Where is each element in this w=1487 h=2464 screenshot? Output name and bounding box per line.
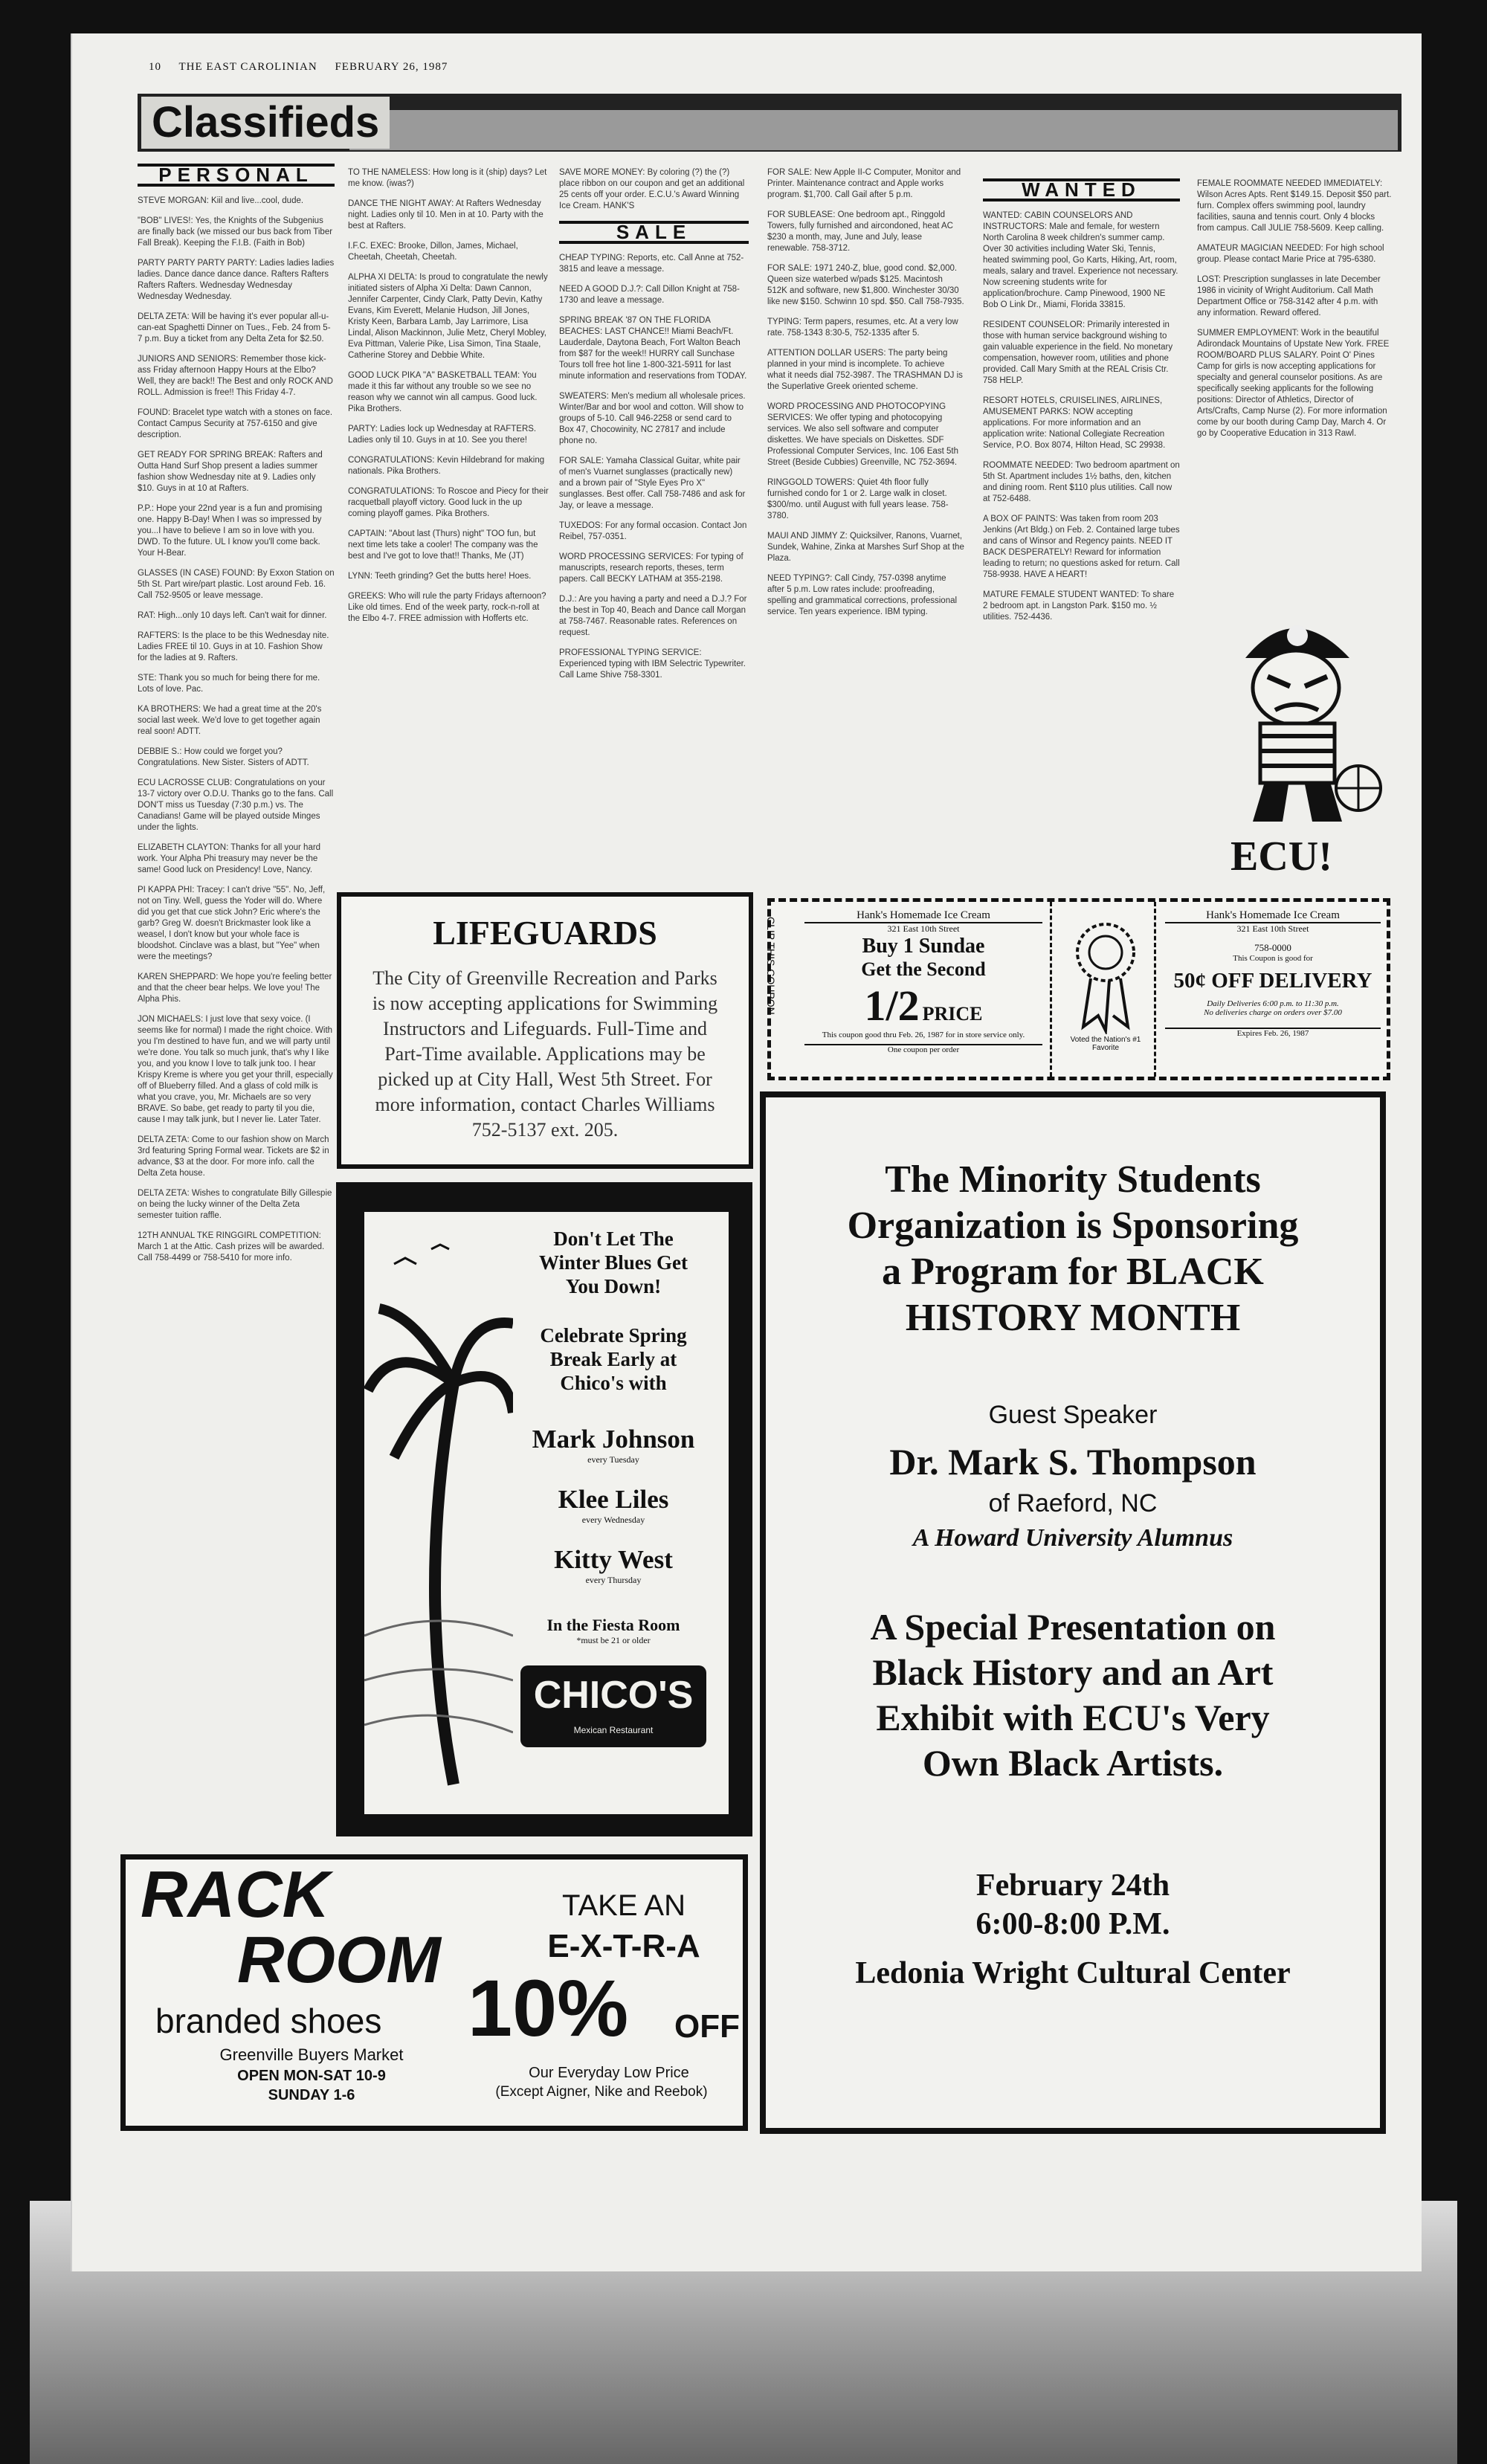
page-header (149, 61, 448, 74)
ad-item: PROFESSIONAL TYPING SERVICE: Experienced typing with IBM Selectric Typewriter. Call Lame Shive 758-3301. (559, 648, 746, 680)
event-date: February 24th (975, 1868, 1170, 1903)
ad-item: WORD PROCESSING AND PHOTOCOPYING SERVICES: We offer typing and photocopying services. We also sell software and computer diskettes. We have specials on Diskettes. SDF Professional Computer Services, Inc. 106 East 5th Street (Beside Cubbies) Greenville, NC 752-3694. (767, 402, 958, 467)
presentation-line-4: Own Black Artists. (922, 1742, 1224, 1784)
ad-item: FOR SALE: New Apple II-C Computer, Monitor and Printer. Maintenance contract and Apple works program. $1,700. Call Gail after 5 p.m. (767, 168, 961, 199)
exceptions: (Except Aigner, Nike and Reebok) (495, 2084, 708, 2100)
ms-line-4: HISTORY MONTH (905, 1297, 1241, 1339)
branded-shoes: branded shoes (155, 2002, 382, 2040)
hours-weekday: OPEN MON-SAT 10-9 (237, 2068, 386, 2084)
classifieds-column-4 (767, 167, 964, 627)
clip-coupon-label: CLIP THIS COUPON (765, 917, 777, 1015)
age-requirement: *must be 21 or older (576, 1635, 651, 1645)
discount-percent: 10% (468, 1963, 629, 2053)
ad-item: P.P.: Hope your 22nd year is a fun and promising one. Happy B-Day! When I was so impressed by you...I have to believe I am so in love with you. DWD. To the future. UL I know you'll come back. Your H-Bear. (138, 504, 323, 558)
chicos-logo-text: CHICO'S (533, 1674, 694, 1717)
artist-1-day: every Tuesday (587, 1454, 639, 1465)
take-an: TAKE AN (562, 1889, 686, 1922)
wanted-heading: WANTED (983, 178, 1180, 201)
ad-item: SPRING BREAK '87 ON THE FLORIDA BEACHES: LAST CHANCE!! Miami Beach/Ft. Lauderdale, Daytona Beach, Fort Walton Beach from $87 for the week!! HURRY call Sunchase Tours toll free hot line 1-800-321-5911 for last minute information and reservations from TODAY. (559, 316, 747, 381)
paper-name: THE EAST CAROLINIAN (178, 61, 317, 73)
ad-item: LOST: Prescription sunglasses in late December 1986 in vicinity of Wright Auditorium. Call Math Department Office or 758-3142 after 4 p.m. with any information. Reward offered. (1197, 275, 1381, 317)
ribbon-caption: Voted the Nation's #1 Favorite (1070, 1036, 1141, 1052)
chicos-line-5: Break Early at (549, 1348, 677, 1370)
ad-item: A BOX OF PAINTS: Was taken from room 203 Jenkins (Art Bldg.) on Feb. 2. Contained large tubes and cans of Winsor and Regency paints. NEED IT BACK DESPERATELY! Reward for information leading to return; no questions asked for return. Call 758-9938. HAVE A HEART! (983, 515, 1180, 579)
page-number: 10 (149, 61, 161, 73)
classifieds-column-3 (559, 167, 749, 690)
ad-item: GOOD LUCK PIKA "A" BASKETBALL TEAM: You made it this far without any trouble so we see no reason why we cannot win all campus. Good luck. Pika Brothers. (348, 371, 538, 413)
presentation-line-1: A Special Presentation on (870, 1606, 1276, 1648)
ad-item: DELTA ZETA: Come to our fashion show on March 3rd featuring Spring Formal wear. Tickets are $2 in advance, $3 at the door. For more info. call the Delta Zeta house. (138, 1135, 329, 1178)
ad-item: MAUI AND JIMMY Z: Quicksilver, Ranons, Vuarnet, Sundek, Wahine, Zinka at Marshes Surf Shop at the Plaza. (767, 532, 964, 563)
ad-item: ECU LACROSSE CLUB: Congratulations on your 13-7 victory over O.D.U. Thanks go to the fans. Call DON'T miss us Tuesday (7:30 p.m.) vs. The Canadians! Game will be played outside Minges under the lights. (138, 778, 334, 832)
speaker-alumnus: A Howard University Alumnus (912, 1524, 1233, 1552)
classifieds-column-6 (1197, 178, 1394, 448)
palm-tree-beach-icon (364, 1219, 513, 1814)
lifeguards-title: LIFEGUARDS (433, 914, 657, 952)
ad-item: SWEATERS: Men's medium all wholesale prices. Winter/Bar and bor wool and cotton. Will show to groups of 5-10. Call 946-2258 or send card to Box 47, Chocowinity, NC 27817 and include phone no. (559, 392, 746, 445)
ad-item: RESIDENT COUNSELOR: Primarily interested in those with human service background wishing to gain valuable experience in the field. No monetary compensation, however room, utilities and phone provided. Call Mary Smith at the REAL Crisis Ctr. 758 HELP. (983, 320, 1173, 385)
ice-cream-coupon[interactable] (767, 898, 1390, 1080)
ad-item: FOR SALE: 1971 240-Z, blue, good cond. $2,000. Queen size waterbed w/pads $125. Macintosh 512K and software, new $1,800. Winchester 30/30 like new $150. Schwinn 10 spd. $50. Call 758-7935. (767, 264, 964, 306)
artist-3-name: Kitty West (554, 1545, 673, 1574)
ad-item: MATURE FEMALE STUDENT WANTED: To share 2 bedroom apt. in Langston Park. $150 mo. ½ utilities. 752-4436. (983, 590, 1175, 622)
ad-item: FOR SALE: Yamaha Classical Guitar, white pair of men's Vuarnet sunglasses (practically new) and a brown pair of "Style Eyes Pro X" sunglasses. Best offer. Call 758-7486 and ask for Jay, or leave a message. (559, 457, 746, 510)
ad-item: TUXEDOS: For any formal occasion. Contact Jon Reibel, 757-0351. (559, 521, 747, 541)
ad-item: STE: Thank you so much for being there for me. Lots of love. Pac. (138, 674, 320, 694)
buyers-market: Greenville Buyers Market (219, 2045, 404, 2064)
coupon-hours: Daily Deliveries 6:00 p.m. to 11:30 p.m. (1207, 999, 1339, 1008)
ad-item: JUNIORS AND SENIORS: Remember those kick-ass Friday afternoon Happy Hours at the Elbo? Well, they are back!! The Best and only ROCK AND ROLL. Admission is free!! This Friday 4-7. (138, 355, 333, 397)
black-history-ad (760, 1091, 1386, 2134)
hours-sunday: SUNDAY 1-6 (268, 2087, 355, 2103)
ad-item: GET READY FOR SPRING BREAK: Rafters and Outta Hand Surf Shop present a ladies summer fashion show Wednesday nite at 9. Ladies only $10. Guys in at 10 at Rafters. (138, 451, 323, 493)
ad-item: DANCE THE NIGHT AWAY: At Rafters Wednesday night. Ladies only til 10. Men in at 10. Party with the best at Rafters. (348, 199, 543, 230)
ad-item: FOUND: Bracelet type watch with a stones on face. Contact Campus Security at 757-6150 and give description. (138, 408, 333, 439)
ad-item: RAFTERS: Is the place to be this Wednesday nite. Ladies FREE til 10. Guys in at 10. Fashion Show for the ladies at 9. Rafters. (138, 631, 329, 662)
ad-item: WANTED: CABIN COUNSELORS AND INSTRUCTORS: Male and female, for western North Carolina 8 week children's summer camp. Over 30 activities including Water Ski, Tennis, heated swimming pool, Go Karts, Hiking, Art, room, meals, salary and travel. Experience not necessary. Now screening students write for application/brochure. Camp Pinewood, 1900 NE Bob O Link Dr., Miami, Florida 33815. (983, 211, 1178, 309)
ad-item: SAVE MORE MONEY: By coloring (?) the (?) place ribbon on our coupon and get an additional 25 cents off your order. E.C.U.'s Award Winning Ice Cream. HANK'S (559, 168, 745, 210)
chicos-logo-sub: Mexican Restaurant (573, 1725, 654, 1735)
ad-item: FEMALE ROOMMATE NEEDED IMMEDIATELY: Wilson Acres Apts. Rent $149.15. Deposit $50 part. furn. Complex offers swimming pool, laundry facilities, sauna and tennis court. Only 4 blocks from campus. Call JULIE 758-5609. Keep calling. (1197, 179, 1392, 233)
artist-3-day: every Thursday (585, 1575, 642, 1585)
ad-item: RINGGOLD TOWERS: Quiet 4th floor fully furnished condo for 1 or 2. Large walk in closet. $300/mo. until August with full years lease. 758-3780. (767, 478, 949, 520)
coupon-right (1165, 909, 1381, 1038)
ad-item: NEED A GOOD D.J.?: Call Dillon Knight at 758-1730 and leave a message. (559, 285, 740, 305)
ad-item: CONGRATULATIONS: Kevin Hildebrand for making nationals. Pika Brothers. (348, 456, 545, 476)
chicos-line-6: Chico's with (560, 1372, 667, 1394)
ad-item: CHEAP TYPING: Reports, etc. Call Anne at 752-3815 and leave a message. (559, 254, 744, 274)
everyday-low-price: Our Everyday Low Price (529, 2065, 689, 2081)
ad-item: DEBBIE S.: How could we forget you? Congratulations. New Sister. Sisters of ADTT. (138, 747, 309, 767)
ad-item: CAPTAIN: "About last (Thurs) night" TOO fun, but next time lets take a cooler! The company was the best and I've got to love that!! Thanks, Me (JT) (348, 529, 538, 561)
coupon-divider (1050, 902, 1054, 1077)
coupon-delivery-offer: 50¢ OFF DELIVERY (1173, 969, 1373, 993)
fiesta-room: In the Fiesta Room (546, 1616, 680, 1634)
ad-item: RAT: High...only 10 days left. Can't wait for dinner. (138, 611, 327, 620)
pirate-mascot-icon (1201, 606, 1387, 829)
ad-item: JON MICHAELS: I just love that sexy voice. (I seems like for normal) I made the right choice. With you I'm destined to have fun, and we will party until we're done. You talk so much junk, that's why I like you, and you know I love to talk junk too. I hear Krispy Kreme is where you get your thrill, especially off of Blueberry filled. And a glass of cold milk is what you crave, you, Mr. Michaels are so very BRAVE. So babe, get ready to party til you die, cause I may talk junk, but I never lie. Later Tater. (138, 1015, 333, 1124)
rack-room-logo-2: ROOM (237, 1923, 441, 1996)
chicos-line-2: Winter Blues Get (539, 1251, 688, 1274)
ad-item: ATTENTION DOLLAR USERS: The party being planned in your mind is incomplete. To achieve what it needs dial 752-3987. The TRASHMAN DJ is the Superlative Greek oriented scheme. (767, 349, 963, 391)
ad-item: ALPHA XI DELTA: Is proud to congratulate the newly initiated sisters of Alpha Xi Delta: Dawn Cannon, Jennifer Carpenter, Cindy Clark, Patty Devin, Kathy Evans, Kim Everett, Melanie Hudson, Jill Jones, Kristy Keen, Barbara Lamb, Jay Larrimore, Lisa Lindal, Alison Mackinnon, Julie Metz, Cheryl Mobley, Eva Pittman, Valerie Pike, Lisa Simon, Tina Staale, Catherine Storey and Debbie White. (348, 273, 548, 360)
event-location: Ledonia Wright Cultural Center (855, 1956, 1291, 1990)
ad-item: SUMMER EMPLOYMENT: Work in the beautiful Adirondack Mountains of Upstate New York. FREE ROOM/BOARD PLUS SALARY. Point O' Pines Camp for girls is now accepting applications for specialty and general counselor positions. As are specifically seeking applicants for the following positions: Director of Athletics, Director of Arts/Crafts, Camp Nurse (2). For more information come by our booth during Camp Day, March 4. Or go by Cooperative Education in 313 Rawl. (1197, 329, 1390, 438)
award-ribbon-icon (1065, 915, 1146, 1034)
classifieds-column-5 (983, 178, 1180, 632)
ad-item: PARTY: Ladies lock up Wednesday at RAFTERS. Ladies only til 10. Guys in at 10. See you there! (348, 425, 537, 445)
ms-presentation (766, 1604, 1380, 1786)
rack-room-logo-1: RACK (141, 1857, 330, 1931)
ad-item: "BOB" LIVES!: Yes, the Knights of the Subgenius are finally back (we missed our bus back from Tiber Fall Break). Keeping the F.I.B. (Faith in Bob) (138, 216, 333, 248)
artist-2-day: every Wednesday (581, 1515, 645, 1525)
coupon-divider (1154, 902, 1158, 1077)
coupon-offer-line2: Get the Second (861, 958, 986, 980)
artist-1-name: Mark Johnson (532, 1425, 695, 1454)
coupon-address: 321 East 10th Street (887, 923, 960, 934)
coupon-offer-line1: Buy 1 Sundae (862, 935, 985, 958)
coupon-half: 1/2 (864, 981, 920, 1030)
guest-speaker-label: Guest Speaker (988, 1401, 1158, 1429)
ad-item: WORD PROCESSING SERVICES: For typing of manuscripts, research reports, theses, term papers. Call BECKY LATHAM at 355-2198. (559, 552, 744, 584)
chicos-text (506, 1227, 721, 1747)
coupon-price: PRICE (922, 1003, 983, 1025)
ms-line-2: Organization is Sponsoring (847, 1204, 1299, 1247)
ad-item: CONGRATULATIONS: To Roscoe and Piecy for their racquetball playoff victory. Good luck in the up coming playoff games. Pika Brothers. (348, 487, 549, 518)
ad-item: GLASSES (IN CASE) FOUND: By Exxon Station on 5th St. Part wire/part plastic. Lost around Feb. 16. Call 752-9505 or leave message. (138, 569, 335, 600)
ad-item: DELTA ZETA: Will be having it's ever popular all-u-can-eat Spaghetti Dinner on Tues., Feb. 24 from 5-7 p.m. Buy a ticket from any Delta Zeta for $2.50. (138, 312, 331, 344)
extra: E-X-T-R-A (547, 1928, 700, 1964)
section-title: Classifieds (141, 97, 390, 149)
presentation-line-3: Exhibit with ECU's Very (876, 1697, 1270, 1738)
ad-item: LYNN: Teeth grinding? Get the butts here! Hoes. (348, 572, 532, 581)
lifeguards-ad (337, 892, 753, 1169)
discount-off: OFF (674, 2008, 740, 2045)
rack-room-ad (120, 1854, 748, 2131)
classifieds-column-2 (348, 167, 550, 633)
ad-item: DELTA ZETA: Wishes to congratulate Billy Gillespie on being the lucky winner of the Delta Zeta semester tuition raffle. (138, 1189, 332, 1220)
lifeguards-body: The City of Greenville Recreation and Parks is now accepting applications for Swimming Instructors and Lifeguards. Full-Time and Part-Time available. Applications may be picked up at City Hall, West 5th Street. For more information, contact Charles Williams 752-5137 ext. 205. (372, 967, 718, 1141)
classifieds-column-1 (138, 164, 335, 1273)
coupon-phone: 758-0000 (1254, 942, 1291, 953)
issue-date: FEBRUARY 26, 1987 (335, 61, 448, 73)
chicos-line-1: Don't Let The (553, 1228, 674, 1250)
sale-heading: SALE (559, 221, 749, 244)
speaker-hometown: of Raeford, NC (988, 1489, 1158, 1518)
ad-item: TO THE NAMELESS: How long is it (ship) days? Let me know. (iwas?) (348, 168, 547, 188)
ecu-cheer: ECU! (1230, 833, 1332, 880)
chicos-logo (520, 1665, 706, 1747)
speaker-name: Dr. Mark S. Thompson (889, 1441, 1257, 1483)
ad-item: RESORT HOTELS, CRUISELINES, AIRLINES, AMUSEMENT PARKS: NOW accepting applications. For more information and an application write: National Collegiate Recreation Service, P.O. Box 8074, Hilton Head, SC 29938. (983, 396, 1166, 450)
presentation-line-2: Black History and an Art (872, 1651, 1274, 1693)
ad-item: AMATEUR MAGICIAN NEEDED: For high school group. Please contact Marie Price at 795-6380. (1197, 244, 1384, 264)
ad-item: STEVE MORGAN: Kiil and live...cool, dude. (138, 196, 304, 205)
event-time: 6:00-8:00 P.M. (975, 1907, 1170, 1941)
coupon-left (804, 909, 1042, 1054)
ad-item: KA BROTHERS: We had a great time at the 20's social last week. We'd love to get together again real soon! ADTT. (138, 705, 322, 736)
chicos-line-4: Celebrate Spring (540, 1324, 687, 1347)
artist-2-name: Klee Liles (558, 1485, 669, 1514)
ad-item: D.J.: Are you having a party and need a D.J.? For the best in Top 40, Beach and Dance call Morgan at 758-7467. Reasonable rates. References on request. (559, 595, 747, 637)
ms-headline (766, 1157, 1380, 1341)
coupon-brand: Hank's Homemade Ice Cream (804, 909, 1042, 923)
ad-item: ROOMMATE NEEDED: Two bedroom apartment on 5th St. Apartment includes 1½ baths, den, kitchen and dining room. Rent $110 plus utilities. Call now at 752-6488. (983, 461, 1180, 503)
ad-item: PI KAPPA PHI: Tracey: I can't drive "55". No, Jeff, not on Tiny. Well, guess the Yoder will do. Where did you get that cue stick John? Eric where's the garb? Greg W. doesn't Brickmaster look like a weasel, I don't know but your whole face is bloodshot. Cinclave was a blast, but "Yee" when were the meetings? (138, 886, 326, 961)
section-bar-shade (349, 110, 1398, 150)
ad-item: PARTY PARTY PARTY PARTY: Ladies ladies ladies ladies. Dance dance dance dance. Rafters Rafters Rafters Rafters. Wednesday Wednesday Wednesday Wednesday. (138, 259, 335, 301)
ms-line-3: a Program for BLACK (882, 1251, 1264, 1293)
coupon-good-for: This Coupon is good for (1233, 954, 1313, 963)
coupon-note: This coupon good thru Feb. 26, 1987 for in store service only. (822, 1031, 1025, 1039)
ms-line-1: The Minority Students (885, 1158, 1261, 1201)
ad-item: FOR SUBLEASE: One bedroom apt., Ringgold Towers, fully furnished and aircondoned, heat AC $230 a month, may, June and July, lease renewable. 758-3712. (767, 210, 953, 253)
coupon-expires: Expires Feb. 26, 1987 (1165, 1028, 1381, 1038)
ad-item: KAREN SHEPPARD: We hope you're feeling better and that the cheer bear helps. We love you! The Alpha Phis. (138, 973, 332, 1004)
coupon-brand-2: Hank's Homemade Ice Cream (1165, 909, 1381, 923)
ad-item: GREEKS: Who will rule the party Fridays afternoon? Like old times. End of the week party, rock-n-roll at the Elbo 4-7. FREE admission with Hofferts etc. (348, 592, 546, 623)
coupon-minimum: No deliveries charge on orders over $7.00 (1204, 1008, 1342, 1017)
personal-heading: PERSONAL (138, 164, 335, 187)
ad-item: TYPING: Term papers, resumes, etc. At a very low rate. 758-1343 8:30-5, 752-1335 after 5. (767, 317, 958, 338)
ad-item: I.F.C. EXEC: Brooke, Dillon, James, Michael, Cheetah, Cheetah, Cheetah. (348, 242, 518, 262)
coupon-per-order: One coupon per order (804, 1044, 1042, 1054)
ad-item: 12TH ANNUAL TKE RINGGIRL COMPETITION: March 1 at the Attic. Cash prizes will be awarded. Call 758-4499 or 758-5410 for more info. (138, 1231, 325, 1262)
coupon-address-2: 321 East 10th Street (1236, 923, 1309, 934)
ad-item: NEED TYPING?: Call Cindy, 757-0398 anytime after 5 p.m. Low rates include: proofreading, spelling and grammatical corrections, professional service. Ten years experience. IBM typing. (767, 574, 958, 616)
ad-item: ELIZABETH CLAYTON: Thanks for all your hard work. Your Alpha Phi treasury may never be the same! Good luck on Presidency! Love, Nancy. (138, 843, 321, 874)
chicos-line-3: You Down! (565, 1275, 662, 1297)
